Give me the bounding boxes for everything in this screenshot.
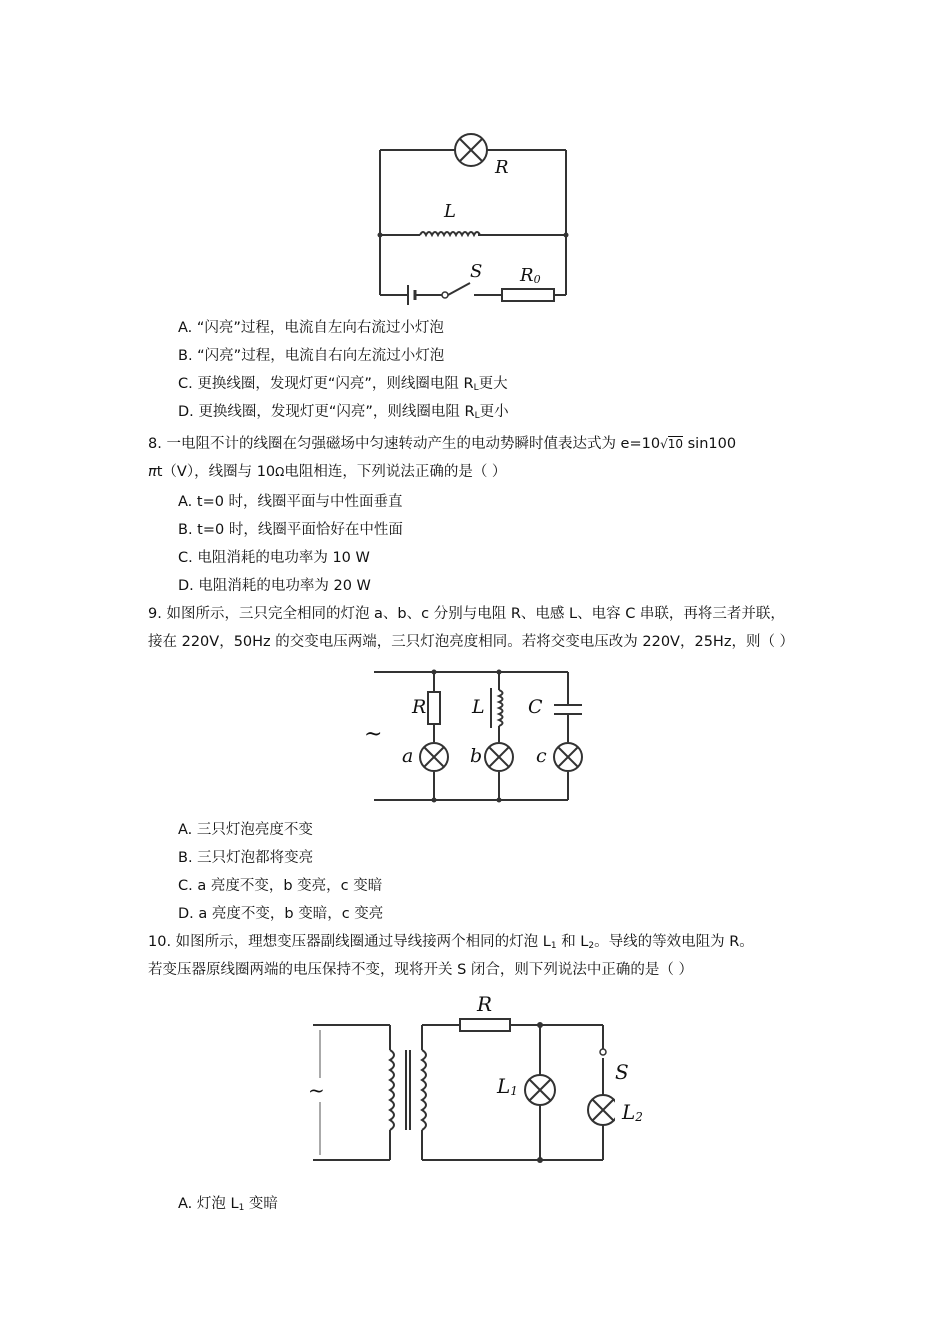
circuit-figure-3 bbox=[305, 990, 629, 1175]
ac-source-symbol: ~ bbox=[364, 722, 383, 747]
q7-option-b: B. “闪亮”过程，电流自右向左流过小灯泡 bbox=[178, 348, 445, 364]
label-l2: $L_2$ bbox=[622, 1100, 643, 1124]
q7-option-d: D. 更换线圈，发现灯更“闪亮”，则线圈电阻 $R_L$更小 bbox=[178, 404, 509, 421]
q7-option-a: A. “闪亮”过程，电流自左向右流过小灯泡 bbox=[178, 320, 444, 336]
q9-option-b: B. 三只灯泡都将变亮 bbox=[178, 850, 314, 866]
q8-option-d: D. 电阻消耗的电功率为 20 W bbox=[178, 578, 371, 594]
label-r0: $R_0$ bbox=[520, 265, 541, 286]
circuit-figure-2 bbox=[364, 662, 588, 807]
label-r: R bbox=[495, 157, 509, 178]
q10-option-a: A. 灯泡 $L_1$ 变暗 bbox=[178, 1196, 278, 1213]
q8-stem-line1: 8. 一电阻不计的线圈在匀强磁场中匀速转动产生的电动势瞬时值表达式为 e=10√10 sin100 bbox=[148, 436, 737, 452]
q8-option-a: A. t=0 时，线圈平面与中性面垂直 bbox=[178, 494, 403, 510]
label-b: b bbox=[470, 745, 483, 767]
q9-stem-line2: 接在 220V，50Hz 的交变电压两端，三只灯泡亮度相同。若将交变电压改为 220V，25Hz，则（ ） bbox=[148, 634, 795, 650]
label-l1: $L_1$ bbox=[497, 1074, 518, 1098]
q10-stem-line1: 10. 如图所示，理想变压器副线圈通过导线接两个相同的灯泡 $L_1$ 和 $L_2$。导线的等效电阻为 R。 bbox=[148, 934, 754, 951]
q9-option-d: D. a 亮度不变，b 变暗，c 变亮 bbox=[178, 906, 384, 922]
label-r: R bbox=[477, 992, 493, 1016]
sqrt-value: 10 bbox=[667, 437, 684, 451]
q8-option-c: C. 电阻消耗的电功率为 10 W bbox=[178, 550, 370, 566]
q7-option-c: C. 更换线圈，发现灯更“闪亮”，则线圈电阻 $R_L$更大 bbox=[178, 376, 508, 393]
q9-option-a: A. 三只灯泡亮度不变 bbox=[178, 822, 313, 838]
label-l: L bbox=[472, 696, 485, 718]
q10-stem-line2: 若变压器原线圈两端的电压保持不变，现将开关 S 闭合，则下列说法中正确的是（ ） bbox=[148, 962, 694, 978]
label-r: R bbox=[412, 696, 427, 718]
q9-option-c: C. a 亮度不变，b 变亮，c 变暗 bbox=[178, 878, 383, 894]
label-s: S bbox=[615, 1060, 629, 1084]
label-c-lamp: c bbox=[536, 745, 547, 767]
label-l: L bbox=[444, 201, 456, 222]
label-a: a bbox=[402, 745, 414, 767]
label-s: S bbox=[470, 261, 483, 282]
q8-stem-line2: πt（V），线圈与 10Ω电阻相连，下列说法正确的是（ ） bbox=[148, 464, 507, 480]
q9-stem-line1: 9. 如图所示，三只完全相同的灯泡 a、b、c 分别与电阻 R、电感 L、电容 C 串联，再将三者并联， bbox=[148, 606, 785, 622]
circuit-figure-1 bbox=[370, 125, 580, 305]
label-c: C bbox=[528, 696, 543, 718]
ac-source-symbol: ~ bbox=[308, 1078, 325, 1102]
q8-option-b: B. t=0 时，线圈平面恰好在中性面 bbox=[178, 522, 403, 538]
